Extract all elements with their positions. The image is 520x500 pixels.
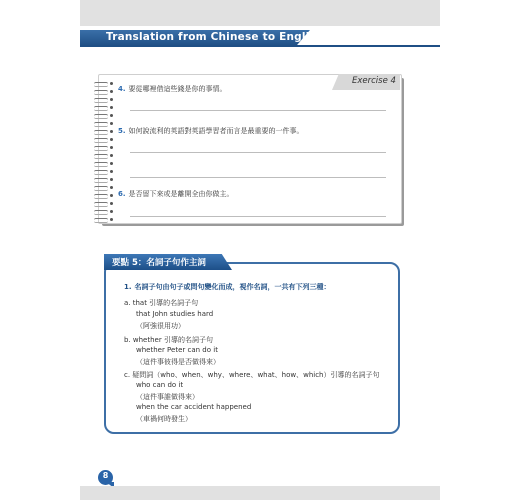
item-c-label: c. 疑問詞（who、when、why、where、what、how、which）引導的名詞子句 (124, 371, 380, 379)
notebook-page (98, 74, 402, 224)
answer-line (130, 110, 386, 111)
item-c-example-2: when the car accident happened (136, 403, 252, 411)
question-number: 5. (118, 127, 126, 135)
spiral-ring-icon (94, 138, 114, 141)
question-number: 6. (118, 190, 126, 198)
item-b-example: whether Peter can do it (136, 346, 218, 354)
spiral-ring-icon (94, 82, 114, 85)
spiral-ring-icon (94, 170, 114, 173)
title-underline (80, 45, 440, 47)
spiral-ring-icon (94, 146, 114, 149)
question-5 (118, 126, 304, 136)
question-text: 要從哪裡借這些錢是你的事情。 (128, 85, 227, 93)
item-c-gloss-1: （這件事誰做得來） (136, 393, 199, 401)
spiral-ring-icon (94, 130, 114, 133)
spiral-ring-icon (94, 178, 114, 181)
spiral-ring-icon (94, 202, 114, 205)
question-number: 4. (118, 85, 126, 93)
spiral-ring-icon (94, 122, 114, 125)
spiral-ring-icon (94, 186, 114, 189)
exercise-notebook (96, 74, 404, 226)
intro-text: 名詞子句由句子或問句變化而成，視作名詞，一共有下列三種： (134, 283, 331, 291)
answer-line (130, 177, 386, 178)
spiral-ring-icon (94, 90, 114, 93)
item-c-gloss-2: （車禍何時發生） (136, 415, 192, 423)
top-gray-bar (80, 0, 440, 26)
key-point-intro (124, 282, 331, 292)
spiral-ring-icon (94, 114, 114, 117)
item-b-label: b. whether 引導的名詞子句 (124, 336, 213, 344)
key-point-title: 要點 5：名詞子句作主詞 (112, 258, 206, 268)
question-text: 如何說流利的英語對英語學習者而言是最重要的一件事。 (128, 127, 304, 135)
spiral-binding (94, 82, 116, 222)
item-a-label: a. that 引導的名詞子句 (124, 299, 199, 307)
page-title: Translation from Chinese to English (106, 31, 324, 43)
question-6 (118, 189, 234, 199)
exercise-label: Exercise 4 (352, 76, 396, 86)
spiral-ring-icon (94, 106, 114, 109)
spiral-ring-icon (94, 98, 114, 101)
item-a-gloss: （阿強很用功） (136, 322, 185, 330)
spiral-ring-icon (94, 210, 114, 213)
page-number: 8 (102, 471, 109, 480)
spiral-ring-icon (94, 162, 114, 165)
bottom-gray-bar (80, 486, 440, 500)
spiral-ring-icon (94, 218, 114, 221)
question-text: 是否留下來或是離開全由你做主。 (128, 190, 234, 198)
item-c-example-1: who can do it (136, 381, 184, 389)
spiral-ring-icon (94, 194, 114, 197)
answer-line (130, 152, 386, 153)
spiral-ring-icon (94, 154, 114, 157)
question-4 (118, 84, 227, 94)
answer-line (130, 216, 386, 217)
item-b-gloss: （這件事彼得是否做得來） (136, 358, 220, 366)
item-a-example: that John studies hard (136, 310, 214, 318)
intro-number: 1. (124, 283, 132, 291)
